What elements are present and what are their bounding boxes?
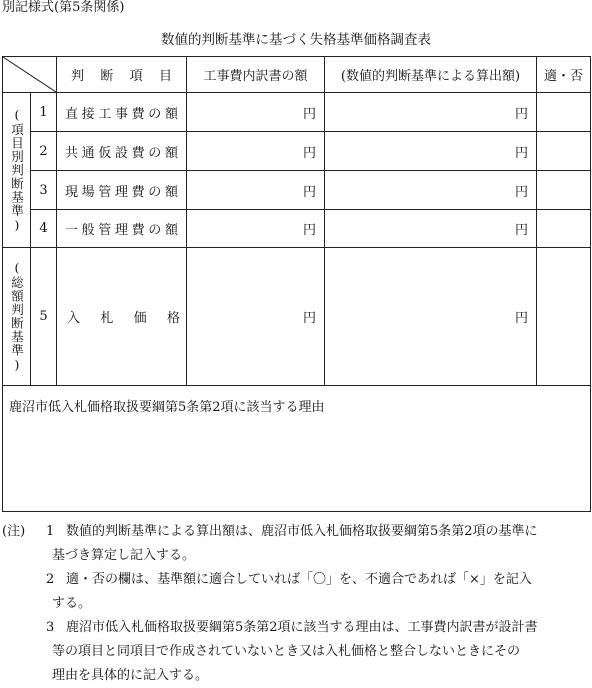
item-char: 格: [166, 311, 180, 326]
note-text-line: 数値的判断基準による算出額は、鹿沼市低入札価格取扱要綱第5条第2項の基準に: [66, 524, 538, 539]
item-char: 管: [98, 184, 112, 200]
item-char: 設: [114, 145, 128, 161]
breakdown-amount-cell[interactable]: 円: [187, 93, 325, 132]
reason-cell[interactable]: [3, 386, 591, 512]
item-char: 額: [164, 184, 178, 200]
reason-row: [3, 386, 591, 512]
group-label-total: (総額判断基準): [9, 260, 25, 373]
note-item: [2, 616, 590, 688]
note-item: [2, 568, 590, 616]
table-row: [3, 171, 591, 210]
item-char: 額: [164, 145, 178, 161]
group-label-itemized: (項目別判断基準): [9, 106, 25, 234]
note-item: [2, 520, 590, 568]
col-header-judgement: 適・否: [537, 57, 591, 93]
row-item-name: [57, 248, 187, 386]
item-char: 管: [98, 223, 112, 238]
col-header-calculated: (数値的判断基準による算出額): [325, 57, 537, 93]
judgement-cell[interactable]: [537, 132, 591, 171]
item-char: 場: [81, 184, 95, 200]
col-header-item-char: 判: [71, 69, 85, 84]
col-header-item-char: 断: [100, 69, 114, 84]
breakdown-amount-cell[interactable]: 円: [187, 171, 325, 210]
item-char: 仮: [98, 145, 112, 161]
item-char: 費: [131, 106, 145, 122]
table-row: [3, 248, 591, 386]
judgement-cell[interactable]: [537, 171, 591, 210]
header-row: [3, 57, 591, 93]
group-label-cell: [3, 93, 31, 248]
breakdown-amount-cell[interactable]: 円: [187, 132, 325, 171]
note-text-line: する。: [52, 596, 92, 611]
item-char: 現: [65, 184, 79, 200]
diagonal-header-cell: [3, 57, 57, 93]
item-char: 額: [164, 223, 178, 238]
form-header-label: 別記様式(第5条関係): [2, 0, 125, 15]
item-char: 一: [65, 223, 79, 238]
item-char: 費: [131, 184, 145, 200]
breakdown-amount-cell[interactable]: 円: [187, 210, 325, 248]
item-char: 共: [65, 145, 79, 161]
item-char: の: [148, 184, 162, 200]
item-char: 額: [164, 106, 178, 122]
calculated-amount-cell[interactable]: 円: [325, 171, 537, 210]
row-number: 1: [31, 93, 57, 132]
price-survey-table: [2, 56, 591, 512]
reason-label: 鹿沼市低入札価格取扱要綱第5条第2項に該当する理由: [9, 400, 325, 415]
note-number: 2: [46, 572, 55, 587]
item-char: 般: [81, 223, 95, 238]
row-item-name: [57, 171, 187, 210]
item-char: の: [148, 145, 162, 161]
item-char: 工: [98, 106, 112, 122]
judgement-cell[interactable]: [537, 210, 591, 248]
table-row: [3, 132, 591, 171]
calculated-amount-cell[interactable]: 円: [325, 210, 537, 248]
judgement-cell[interactable]: [537, 93, 591, 132]
note-text-line: 理由を具体的に記入する。: [52, 668, 209, 683]
breakdown-amount-cell[interactable]: 円: [187, 248, 325, 386]
note-text-line: 適・否の欄は、基準額に適合していれば「〇」を、不適合であれば「×」を記入: [66, 572, 532, 587]
row-number: 5: [31, 248, 57, 386]
table-row: [3, 210, 591, 248]
table-row: [3, 93, 591, 132]
judgement-cell[interactable]: [537, 248, 591, 386]
note-number: 3: [46, 620, 55, 635]
item-char: 事: [114, 106, 128, 122]
item-char: 費: [131, 145, 145, 161]
note-text-line: 基づき算定し記入する。: [52, 548, 196, 563]
item-char: 入: [67, 311, 81, 326]
calculated-amount-cell[interactable]: 円: [325, 248, 537, 386]
item-char: 価: [133, 311, 147, 326]
document-title: 数値的判断基準に基づく失格基準価格調査表: [161, 32, 431, 48]
row-item-name: [57, 210, 187, 248]
col-header-item-char: 項: [129, 69, 143, 84]
item-char: 直: [65, 106, 79, 122]
note-number: 1: [46, 524, 55, 539]
note-text-line: 等の項目と同項目で作成されていないとき又は入札価格と整合しないときにその: [52, 644, 521, 659]
notes-section: [2, 520, 590, 688]
row-item-name: [57, 93, 187, 132]
row-number: 4: [31, 210, 57, 248]
item-char: 通: [81, 145, 95, 161]
col-header-item: [57, 57, 187, 93]
group-label-cell: [3, 248, 31, 386]
row-item-name: [57, 132, 187, 171]
row-number: 2: [31, 132, 57, 171]
item-char: の: [148, 223, 162, 238]
notes-prefix: (注): [2, 524, 26, 539]
item-char: 理: [114, 184, 128, 200]
calculated-amount-cell[interactable]: 円: [325, 93, 537, 132]
item-char: 費: [131, 223, 145, 238]
col-header-item-char: 目: [158, 69, 172, 84]
item-char: の: [148, 106, 162, 122]
diagonal-line: [3, 57, 56, 92]
note-text-line: 鹿沼市低入札価格取扱要綱第5条第2項に該当する理由は、工事費内訳書が設計書: [66, 620, 538, 635]
item-char: 接: [81, 106, 95, 122]
row-number: 3: [31, 171, 57, 210]
col-header-breakdown: 工事費内訳書の額: [187, 57, 325, 93]
item-char: 理: [114, 223, 128, 238]
calculated-amount-cell[interactable]: 円: [325, 132, 537, 171]
item-char: 札: [100, 311, 114, 326]
